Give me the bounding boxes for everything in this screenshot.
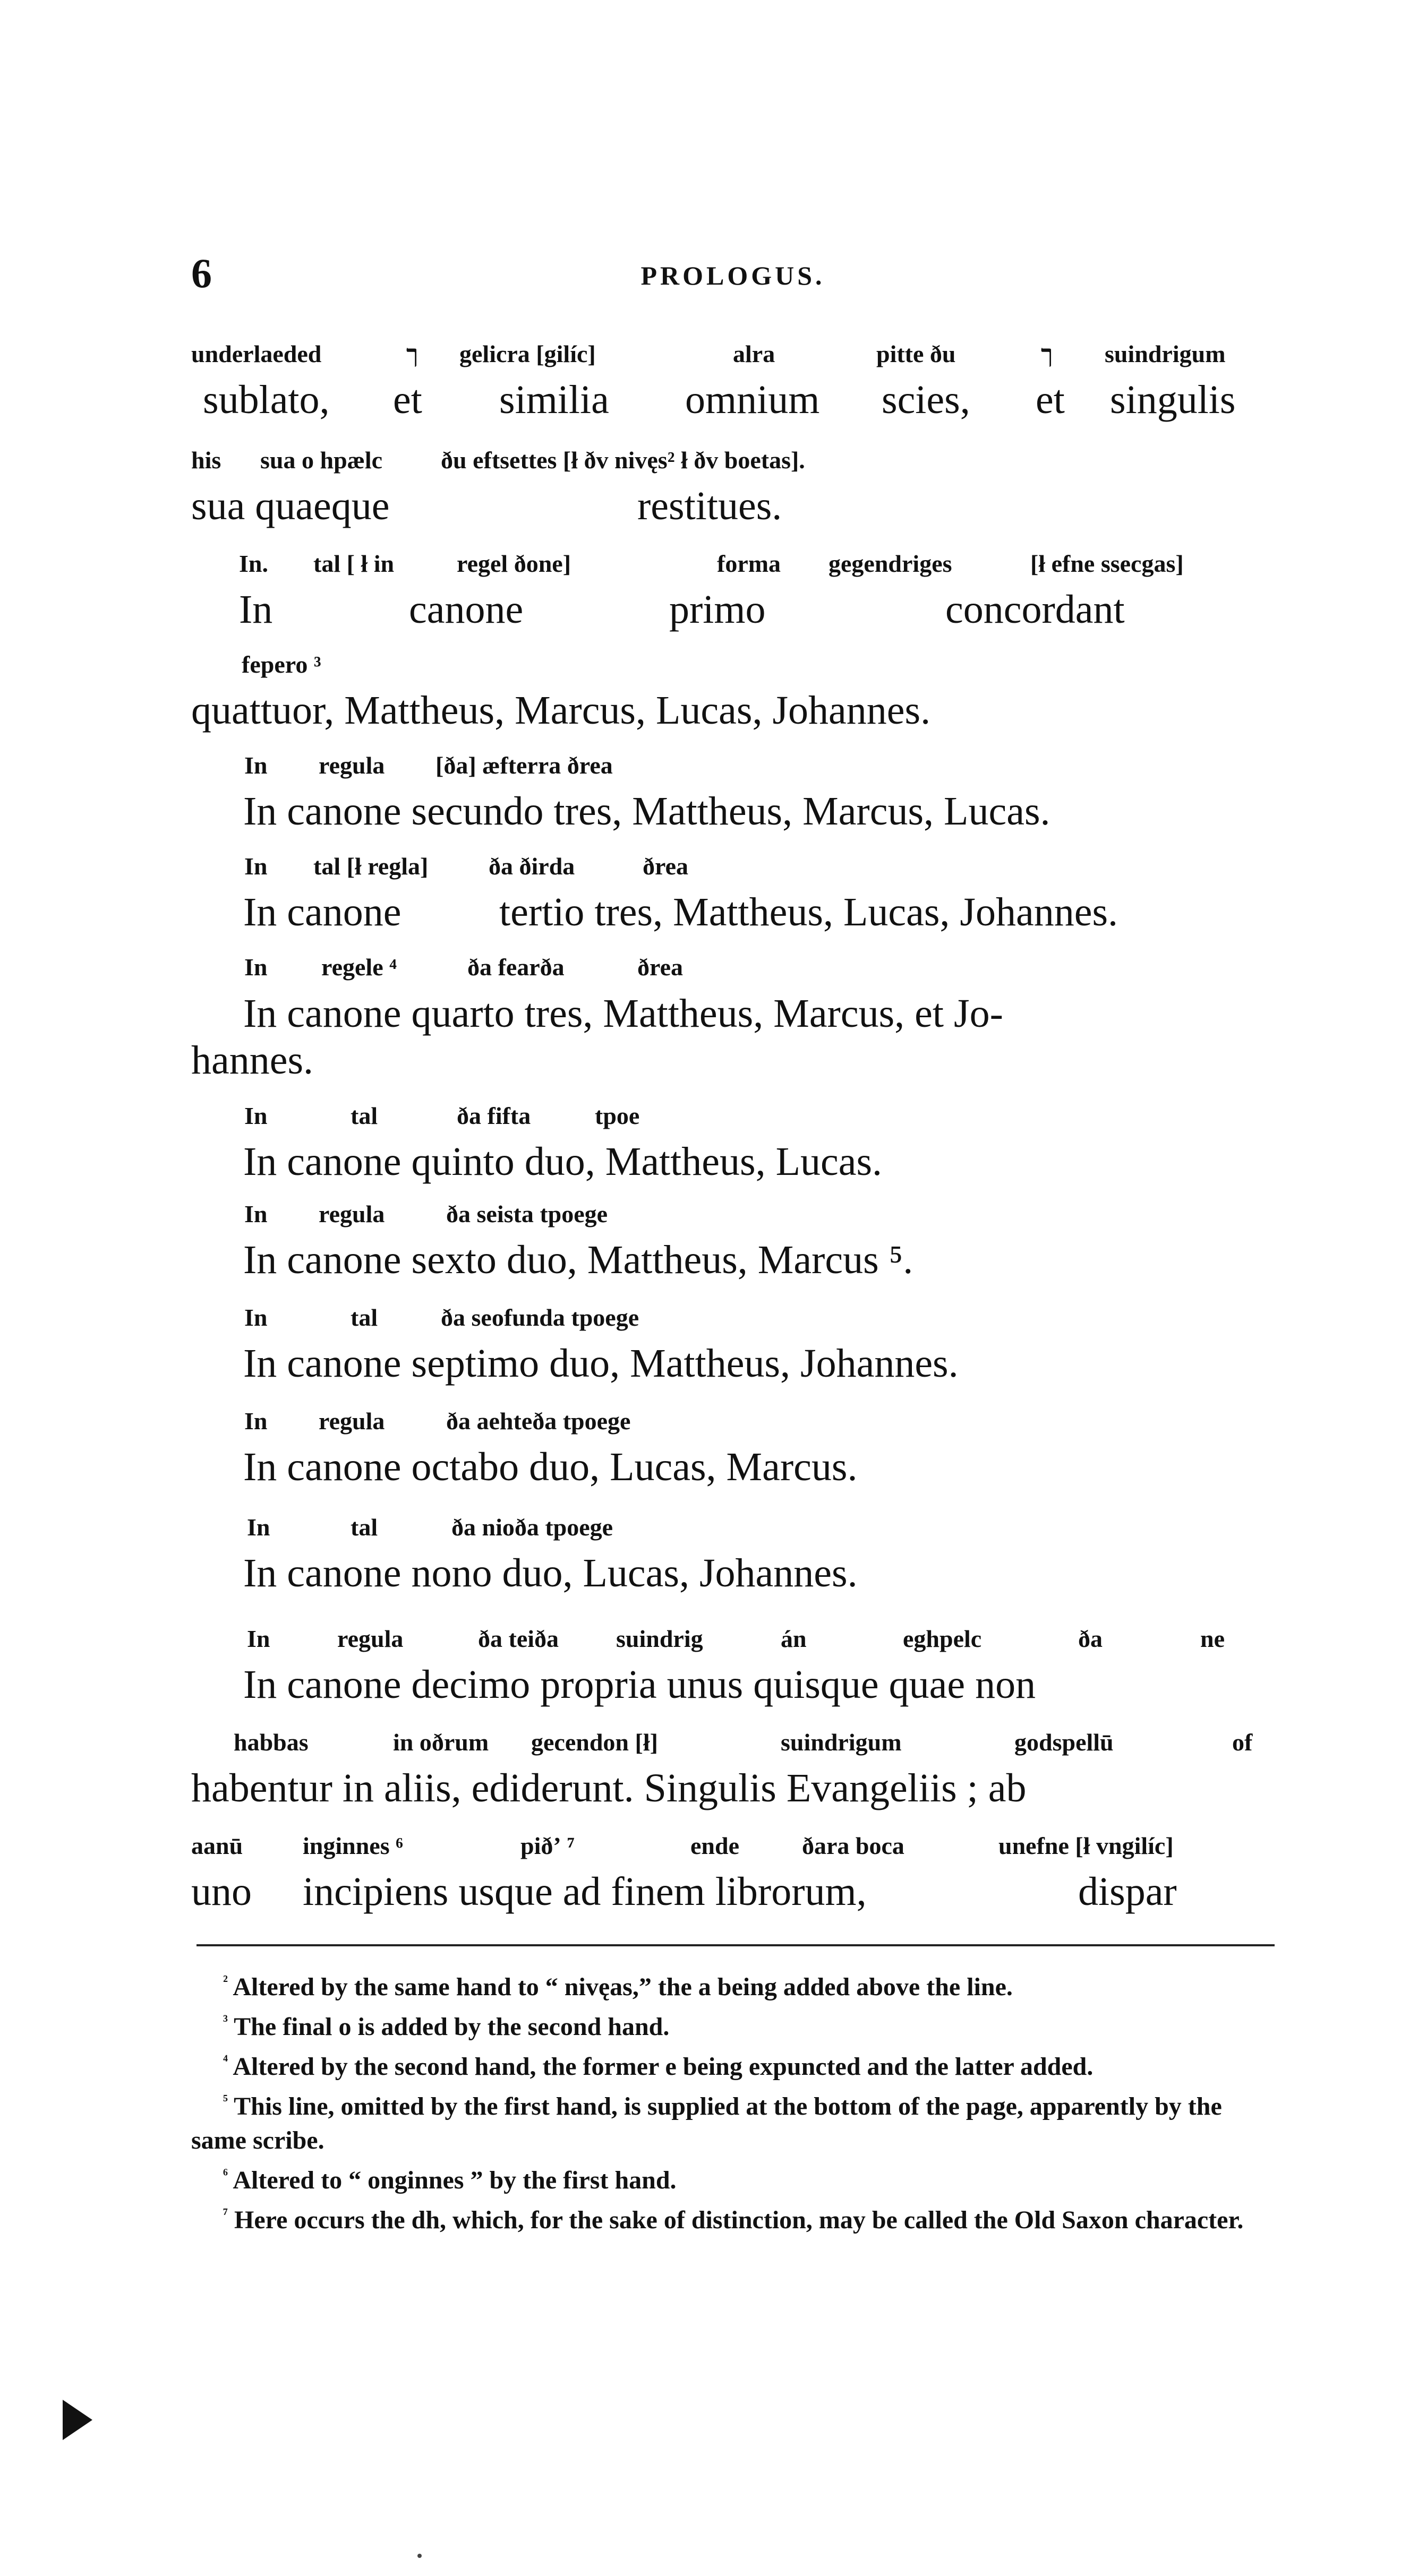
footnote (191, 2197, 1275, 2237)
running-title: PROLOGUS. (640, 261, 825, 290)
latin-line: hannes. (191, 1038, 314, 1083)
gloss-word: In (244, 954, 268, 981)
gloss-word: ðrea (637, 954, 684, 981)
gloss-word: godspellū (1014, 1729, 1114, 1756)
latin-line (191, 1139, 1275, 1192)
footnote (191, 2158, 1275, 2197)
gloss-word: suindrig (616, 1625, 703, 1652)
page-number: 6 (191, 250, 212, 296)
footnote (191, 2004, 1275, 2044)
latin-word: habentur in aliis, ediderunt. Singulis Evangeliis ; ab (191, 1766, 1027, 1810)
gloss-word: in oðrum (393, 1729, 489, 1756)
gloss-word: regula (337, 1625, 404, 1652)
latin-word: tertio tres, Mattheus, Lucas, Johannes. (499, 890, 1118, 934)
gloss-word: underlaeded (191, 340, 322, 367)
interlinear-pair (191, 852, 1275, 942)
interlinear-pair (191, 1407, 1275, 1497)
gloss-word: piðʼ ⁷ (520, 1832, 575, 1859)
gloss-word: inginnes ⁶ (303, 1832, 403, 1859)
gloss-word: ða seofunda tpoege (441, 1304, 639, 1331)
latin-word: In canone septimo duo, Mattheus, Johannes. (243, 1341, 959, 1386)
footnote-mark: ⁶ (223, 2166, 228, 2183)
gloss-line (191, 1102, 1275, 1139)
latin-line (191, 688, 1275, 741)
gloss-line (191, 1200, 1275, 1237)
gloss-word: unefne [ł vngilíc] (998, 1832, 1174, 1859)
footnote (191, 2084, 1275, 2158)
gloss-word: his (191, 446, 221, 474)
latin-line (191, 1444, 1275, 1497)
gloss-word: ðara boca (802, 1832, 904, 1859)
gloss-word: ða seista tpoege (446, 1200, 608, 1227)
gloss-word: ך (1041, 340, 1053, 367)
latin-word: restitues. (637, 484, 782, 528)
latin-line (191, 1662, 1275, 1715)
gloss-word: sua o hpælc (260, 446, 383, 474)
gloss-word: [ł efne ssecgas] (1030, 550, 1184, 577)
page-header (191, 250, 1275, 297)
gloss-word: án (781, 1625, 807, 1652)
latin-line (191, 1869, 1275, 1922)
interlinear-pair (191, 1200, 1275, 1290)
gloss-word: In (247, 1514, 270, 1541)
stray-dot (417, 2554, 422, 2558)
gloss-word: ða fearða (467, 954, 565, 981)
gloss-word: ða teiða (478, 1625, 559, 1652)
latin-word: concordant (945, 587, 1125, 632)
gloss-word: ðu eftsettes [ł ðv nivęs² ł ðv boetas]. (441, 446, 805, 474)
footnote-text: Altered by the same hand to “ nivęas,” the a being added above the line. (233, 1973, 1013, 2001)
gloss-line (191, 1625, 1275, 1662)
gloss-word: tal [ ł in (313, 550, 395, 577)
latin-line (191, 587, 1275, 640)
page-corner-marker-icon (63, 2400, 92, 2440)
gloss-word: gecendon [ł] (531, 1729, 658, 1756)
gloss-word: In (244, 853, 268, 880)
footnote-text: Altered by the second hand, the former e being expuncted and the latter added. (233, 2053, 1094, 2081)
gloss-word: tal (351, 1304, 378, 1331)
gloss-word: ða ðirda (489, 853, 575, 880)
gloss-word: ende (690, 1832, 739, 1859)
latin-word: In canone octabo duo, Lucas, Marcus. (243, 1445, 858, 1489)
footnote-text: The final o is added by the second hand. (234, 2013, 670, 2041)
gloss-word: ða (1078, 1625, 1103, 1652)
gloss-word: habbas (234, 1729, 309, 1756)
gloss-word: In (244, 1407, 268, 1435)
interlinear-pair (191, 953, 1275, 1084)
latin-word: quattuor, Mattheus, Marcus, Lucas, Johannes. (191, 688, 931, 733)
latin-line (191, 1237, 1275, 1290)
latin-word: dispar (1078, 1869, 1177, 1914)
gloss-word: ða fifta (457, 1102, 531, 1129)
footnote (191, 1964, 1275, 2004)
footnote-text: Altered to “ onginnes ” by the first hand. (233, 2166, 677, 2194)
latin-word: In canone nono duo, Lucas, Johannes. (243, 1551, 858, 1595)
footnote-mark: ³ (223, 2012, 228, 2030)
gloss-word: forma (717, 550, 781, 577)
latin-word: In canone quinto duo, Mattheus, Lucas. (243, 1139, 883, 1184)
gloss-word: ne (1200, 1625, 1225, 1652)
gloss-word: In (244, 1304, 268, 1331)
gloss-line (191, 1832, 1275, 1869)
latin-line (191, 788, 1275, 842)
footnote-text: Here occurs the dh, which, for the sake of distinction, may be called the Old Saxon character. (234, 2206, 1244, 2234)
gloss-line (191, 852, 1275, 889)
gloss-line (191, 1407, 1275, 1444)
gloss-line (191, 751, 1275, 788)
interlinear-pair (191, 1625, 1275, 1715)
interlinear-pair (191, 751, 1275, 842)
gloss-word: In (244, 1102, 268, 1129)
latin-word: singulis (1110, 377, 1236, 422)
interlinear-pair (191, 1728, 1275, 1818)
gloss-word: regele ⁴ (321, 954, 397, 981)
interlinear-pair (191, 340, 1275, 430)
latin-word: primo (669, 587, 766, 632)
footnote-mark: ⁵ (223, 2092, 228, 2109)
latin-word: similia (499, 377, 609, 422)
gloss-line (191, 953, 1275, 990)
gloss-word: fepero ³ (242, 651, 321, 678)
latin-line: In canone quarto tres, Mattheus, Marcus, et Jo- (243, 991, 1003, 1036)
interlinear-pair (191, 1303, 1275, 1394)
gloss-word: regel ðone] (457, 550, 571, 577)
latin-word: sublato, (203, 377, 330, 422)
gloss-word: In (244, 752, 268, 779)
gloss-word: gelicra [gilíc] (459, 340, 596, 367)
interlinear-pair (191, 446, 1275, 536)
latin-word: sua quaeque (191, 484, 390, 528)
footnote-mark: ⁴ (223, 2052, 228, 2070)
gloss-word: In (244, 1200, 268, 1227)
latin-word: In (239, 587, 273, 632)
gloss-word: [ða] æfterra ðrea (435, 752, 613, 779)
gloss-word: ðrea (643, 853, 689, 880)
gloss-word: In. (239, 550, 268, 577)
gloss-word: aanū (191, 1832, 243, 1859)
footnote-mark: ⁷ (223, 2205, 228, 2223)
gloss-word: regula (319, 752, 385, 779)
latin-word: In canone decimo propria unus quisque quae non (243, 1662, 1036, 1707)
latin-word: In canone (243, 890, 402, 934)
gloss-word: tal [ł regla] (313, 853, 429, 880)
latin-line (191, 1765, 1275, 1818)
gloss-word: eghpelc (903, 1625, 982, 1652)
gloss-word: ך (406, 340, 418, 367)
gloss-word: regula (319, 1407, 385, 1435)
gloss-line (191, 549, 1275, 587)
gloss-line (191, 1513, 1275, 1550)
latin-word: incipiens usque ad finem librorum, (303, 1869, 867, 1914)
interlinear-pair (191, 1832, 1275, 1922)
gloss-word: pitte ðu (876, 340, 956, 367)
latin-word: canone (409, 587, 524, 632)
gloss-line (191, 1728, 1275, 1765)
gloss-word: alra (733, 340, 775, 367)
interlinear-pair (191, 549, 1275, 640)
gloss-word: ða aehteða tpoege (446, 1407, 631, 1435)
latin-word: In canone sexto duo, Mattheus, Marcus ⁵. (243, 1238, 913, 1282)
latin-word: scies, (882, 377, 970, 422)
gloss-word: In (247, 1625, 270, 1652)
latin-line (191, 483, 1275, 536)
latin-line (191, 377, 1275, 430)
latin-word: et (393, 377, 422, 422)
gloss-word: tpoe (595, 1102, 640, 1129)
gloss-word: gegendriges (828, 550, 952, 577)
footnotes (191, 1964, 1275, 2237)
interlinear-pair (191, 1102, 1275, 1192)
gloss-word: tal (351, 1514, 378, 1541)
gloss-line (191, 340, 1275, 377)
gloss-line (191, 446, 1275, 483)
latin-line (191, 1550, 1275, 1603)
footnote-divider (197, 1944, 1275, 1946)
gloss-line (191, 1303, 1275, 1341)
footnote-text: This line, omitted by the first hand, is supplied at the bottom of the page, apparently by the same scribe. (191, 2092, 1222, 2154)
gloss-word: ða nioða tpoege (451, 1514, 613, 1541)
latin-paragraph (191, 990, 1275, 1084)
latin-line (191, 889, 1275, 942)
gloss-word: suindrigum (781, 1729, 902, 1756)
latin-word: In canone secundo tres, Mattheus, Marcus, Lucas. (243, 789, 1050, 834)
gloss-line (191, 650, 1275, 688)
footnote-mark: ² (223, 1972, 228, 1990)
footnote (191, 2044, 1275, 2084)
gloss-word: of (1232, 1729, 1253, 1756)
gloss-word: suindrigum (1105, 340, 1226, 367)
gloss-word: regula (319, 1200, 385, 1227)
interlinear-pair (191, 650, 1275, 741)
interlinear-pair (191, 1513, 1275, 1603)
latin-word: et (1036, 377, 1065, 422)
latin-word: uno (191, 1869, 252, 1914)
latin-line (191, 1341, 1275, 1394)
latin-word: omnium (685, 377, 820, 422)
gloss-word: tal (351, 1102, 378, 1129)
